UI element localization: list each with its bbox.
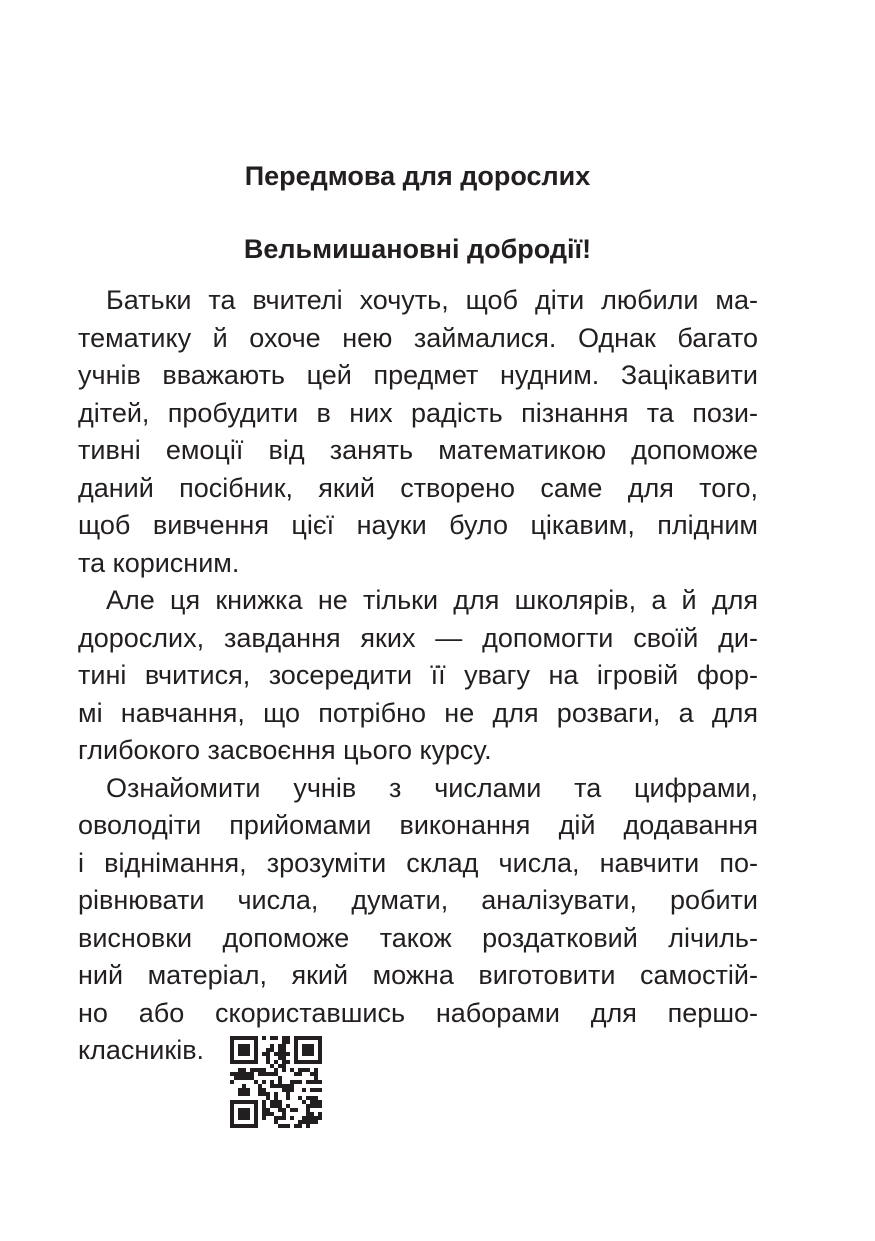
qr-module	[238, 1072, 242, 1076]
qr-module	[318, 1060, 322, 1064]
qr-module	[318, 1100, 322, 1104]
qr-module	[310, 1052, 314, 1056]
qr-module	[230, 1120, 234, 1124]
qr-module	[230, 1112, 234, 1116]
qr-module	[230, 1124, 234, 1128]
qr-module	[254, 1068, 258, 1072]
qr-module	[230, 1044, 234, 1048]
qr-module	[282, 1112, 286, 1116]
qr-module	[242, 1044, 246, 1048]
qr-module	[242, 1072, 246, 1076]
qr-module	[314, 1088, 318, 1092]
qr-module	[254, 1120, 258, 1124]
qr-module	[254, 1036, 258, 1040]
qr-module	[270, 1084, 274, 1088]
qr-module	[242, 1052, 246, 1056]
text-line: оволодіти прийомами виконання дій додавання	[78, 810, 758, 840]
qr-module	[278, 1116, 282, 1120]
qr-module	[242, 1088, 246, 1092]
qr-module	[266, 1056, 270, 1060]
qr-module	[242, 1060, 246, 1064]
qr-module	[302, 1052, 306, 1056]
qr-module	[310, 1088, 314, 1092]
qr-module	[274, 1120, 278, 1124]
qr-module	[298, 1080, 302, 1084]
qr-module	[302, 1060, 306, 1064]
qr-module	[254, 1080, 258, 1084]
qr-module	[318, 1056, 322, 1060]
qr-module	[270, 1100, 274, 1104]
qr-module	[306, 1052, 310, 1056]
qr-module	[310, 1080, 314, 1084]
qr-module	[242, 1112, 246, 1116]
qr-module	[238, 1044, 242, 1048]
qr-module	[294, 1056, 298, 1060]
qr-module	[278, 1124, 282, 1128]
qr-module	[278, 1056, 282, 1060]
qr-module	[230, 1080, 234, 1084]
qr-module	[246, 1112, 250, 1116]
text-line: Ознайомити учнів з числами та цифрами,	[106, 772, 758, 803]
qr-module	[238, 1100, 242, 1104]
qr-module	[306, 1108, 310, 1112]
qr-module	[290, 1084, 294, 1088]
qr-module	[282, 1068, 286, 1072]
qr-module	[290, 1088, 294, 1092]
qr-module	[286, 1092, 290, 1096]
qr-module	[298, 1036, 302, 1040]
qr-module	[274, 1052, 278, 1056]
qr-module	[318, 1104, 322, 1108]
qr-module	[274, 1116, 278, 1120]
qr-module	[242, 1116, 246, 1120]
qr-module	[238, 1076, 242, 1080]
qr-module	[318, 1112, 322, 1116]
qr-module	[234, 1076, 238, 1080]
qr-module	[278, 1052, 282, 1056]
qr-module	[282, 1124, 286, 1128]
qr-module	[306, 1112, 310, 1116]
qr-module	[238, 1052, 242, 1056]
qr-module	[266, 1060, 270, 1064]
text-line: ний матеріал, який можна виготовити самостій-	[78, 960, 758, 990]
qr-module	[318, 1040, 322, 1044]
qr-module	[294, 1108, 298, 1112]
qr-module	[282, 1108, 286, 1112]
qr-module	[294, 1048, 298, 1052]
qr-module	[262, 1116, 266, 1120]
qr-module	[302, 1044, 306, 1048]
qr-module	[242, 1084, 246, 1088]
qr-module	[270, 1112, 274, 1116]
qr-module	[302, 1120, 306, 1124]
qr-module	[234, 1100, 238, 1104]
qr-module	[302, 1048, 306, 1052]
qr-module	[282, 1056, 286, 1060]
qr-module	[318, 1116, 322, 1120]
qr-module	[310, 1120, 314, 1124]
qr-code-graphic	[230, 1036, 322, 1128]
qr-module	[254, 1052, 258, 1056]
qr-module	[230, 1036, 234, 1040]
qr-module	[266, 1112, 270, 1116]
page-heading: Передмова для дорослих	[244, 161, 591, 191]
qr-module	[282, 1060, 286, 1064]
body-text	[78, 282, 758, 1070]
qr-module	[254, 1124, 258, 1128]
qr-module	[274, 1036, 278, 1040]
qr-module	[274, 1072, 278, 1076]
text-line: Але ця книжка не тільки для школярів, а й для	[106, 585, 758, 615]
qr-module	[230, 1056, 234, 1060]
qr-module	[282, 1064, 286, 1068]
qr-module	[298, 1060, 302, 1064]
qr-module	[246, 1124, 250, 1128]
text-line: висновки допоможе також роздатковий лічиль-	[78, 922, 758, 953]
qr-module	[314, 1036, 318, 1040]
qr-module	[282, 1088, 286, 1092]
qr-module	[246, 1100, 250, 1104]
qr-module	[302, 1116, 306, 1120]
qr-module	[306, 1044, 310, 1048]
qr-module	[274, 1092, 278, 1096]
qr-module	[250, 1076, 254, 1080]
qr-module	[314, 1100, 318, 1104]
qr-module	[270, 1104, 274, 1108]
qr-module	[230, 1040, 234, 1044]
qr-module	[318, 1052, 322, 1056]
qr-module	[258, 1092, 262, 1096]
qr-module	[238, 1112, 242, 1116]
qr-module	[262, 1104, 266, 1108]
qr-module	[262, 1092, 266, 1096]
qr-module	[258, 1072, 262, 1076]
qr-module	[262, 1052, 266, 1056]
qr-module	[262, 1088, 266, 1092]
qr-module	[310, 1072, 314, 1076]
qr-module	[246, 1116, 250, 1120]
qr-module	[274, 1100, 278, 1104]
qr-module	[274, 1060, 278, 1064]
qr-module	[238, 1068, 242, 1072]
text-line: тивні емоції від занять математикою допоможе	[78, 435, 758, 465]
qr-module	[254, 1108, 258, 1112]
qr-module	[230, 1072, 234, 1076]
qr-module	[302, 1068, 306, 1072]
qr-module	[294, 1052, 298, 1056]
qr-module	[278, 1076, 282, 1080]
qr-module	[306, 1036, 310, 1040]
qr-module	[310, 1100, 314, 1104]
qr-module	[262, 1108, 266, 1112]
qr-module	[250, 1124, 254, 1128]
qr-module	[262, 1080, 266, 1084]
text-line: тематику й охоче нею займалися. Однак багато	[78, 322, 758, 353]
qr-module	[298, 1120, 302, 1124]
qr-module	[310, 1036, 314, 1040]
qr-module	[306, 1048, 310, 1052]
qr-module	[282, 1036, 286, 1040]
qr-module	[266, 1096, 270, 1100]
qr-module	[270, 1048, 274, 1052]
qr-module	[234, 1060, 238, 1064]
qr-module	[314, 1068, 318, 1072]
qr-module	[290, 1080, 294, 1084]
qr-module	[314, 1076, 318, 1080]
text-line: дорослих, завдання яких — допомогти своїй ди-	[78, 622, 758, 653]
text-line: глибокого засвоєння цього курсу.	[78, 735, 492, 765]
qr-module	[250, 1072, 254, 1076]
qr-module	[246, 1044, 250, 1048]
qr-module	[310, 1060, 314, 1064]
qr-module	[258, 1068, 262, 1072]
qr-module	[254, 1116, 258, 1120]
qr-module	[230, 1104, 234, 1108]
qr-module	[266, 1092, 270, 1096]
text-line: та корисним.	[78, 547, 240, 578]
qr-module	[258, 1088, 262, 1092]
qr-module	[282, 1040, 286, 1044]
qr-module	[262, 1112, 266, 1116]
qr-module	[278, 1084, 282, 1088]
qr-module	[286, 1084, 290, 1088]
qr-module	[318, 1048, 322, 1052]
qr-module	[266, 1108, 270, 1112]
qr-module	[314, 1120, 318, 1124]
qr-module	[246, 1072, 250, 1076]
qr-module	[234, 1036, 238, 1040]
qr-module	[274, 1068, 278, 1072]
qr-module	[230, 1100, 234, 1104]
qr-module	[282, 1052, 286, 1056]
qr-module	[286, 1104, 290, 1108]
qr-module	[238, 1088, 242, 1092]
qr-module	[234, 1072, 238, 1076]
qr-module	[266, 1052, 270, 1056]
qr-module	[286, 1060, 290, 1064]
qr-module	[246, 1052, 250, 1056]
text-line: но або скориставшись наборами для першо-	[78, 997, 758, 1028]
qr-module	[250, 1068, 254, 1072]
text-line: учнів вважають цей предмет нудним. Зацікавити	[78, 360, 758, 390]
qr-module	[270, 1080, 274, 1084]
qr-module	[242, 1036, 246, 1040]
qr-module	[238, 1108, 242, 1112]
qr-module	[270, 1044, 274, 1048]
qr-module	[290, 1116, 294, 1120]
qr-module	[274, 1096, 278, 1100]
qr-module	[238, 1092, 242, 1096]
qr-module	[274, 1104, 278, 1108]
qr-module	[278, 1104, 282, 1108]
qr-module	[258, 1084, 262, 1088]
qr-module	[294, 1072, 298, 1076]
qr-module	[310, 1096, 314, 1100]
qr-module	[238, 1124, 242, 1128]
text-line: мі навчання, що потрібно не для розваги, а для	[78, 697, 758, 728]
qr-module	[314, 1096, 318, 1100]
qr-module	[310, 1104, 314, 1108]
qr-module	[286, 1088, 290, 1092]
qr-module	[278, 1080, 282, 1084]
qr-module	[282, 1084, 286, 1088]
qr-module	[302, 1036, 306, 1040]
qr-module	[262, 1068, 266, 1072]
qr-module	[270, 1036, 274, 1040]
qr-module	[254, 1060, 258, 1064]
qr-module	[306, 1116, 310, 1120]
qr-module	[310, 1116, 314, 1120]
qr-module	[302, 1100, 306, 1104]
qr-module	[242, 1068, 246, 1072]
text-line: даний посібник, який створено саме для того,	[78, 472, 758, 503]
qr-module	[238, 1036, 242, 1040]
text-line: Батьки та вчителі хочуть, щоб діти любили ма-	[106, 285, 758, 315]
qr-module	[306, 1060, 310, 1064]
qr-module	[282, 1048, 286, 1052]
qr-module	[286, 1040, 290, 1044]
qr-module	[286, 1036, 290, 1040]
qr-module	[266, 1048, 270, 1052]
qr-module	[238, 1060, 242, 1064]
qr-module	[318, 1088, 322, 1092]
qr-module	[250, 1100, 254, 1104]
qr-module	[250, 1036, 254, 1040]
qr-module	[314, 1060, 318, 1064]
qr-module	[230, 1048, 234, 1052]
qr-module	[254, 1056, 258, 1060]
qr-module	[246, 1076, 250, 1080]
qr-module	[286, 1052, 290, 1056]
qr-module	[294, 1040, 298, 1044]
qr-module	[254, 1112, 258, 1116]
qr-module	[302, 1088, 306, 1092]
qr-module	[314, 1080, 318, 1084]
qr-module	[274, 1084, 278, 1088]
qr-module	[298, 1124, 302, 1128]
qr-module	[310, 1048, 314, 1052]
qr-module	[246, 1048, 250, 1052]
qr-module	[246, 1060, 250, 1064]
qr-module	[242, 1108, 246, 1112]
text-line: дітей, пробудити в них радість пізнання та пози-	[78, 397, 758, 428]
qr-module	[254, 1040, 258, 1044]
qr-module	[278, 1044, 282, 1048]
qr-module	[294, 1044, 298, 1048]
qr-module	[314, 1104, 318, 1108]
text-line: і віднімання, зрозуміти склад числа, навчити по-	[78, 847, 758, 878]
qr-module	[310, 1112, 314, 1116]
text-line: рівнювати числа, думати, аналізувати, робити	[78, 885, 758, 915]
qr-module	[242, 1124, 246, 1128]
qr-module	[254, 1044, 258, 1048]
qr-module	[298, 1072, 302, 1076]
qr-module	[306, 1096, 310, 1100]
qr-module	[306, 1104, 310, 1108]
qr-module	[254, 1104, 258, 1108]
qr-module	[238, 1048, 242, 1052]
qr-module	[230, 1052, 234, 1056]
qr-module	[290, 1068, 294, 1072]
qr-module	[254, 1048, 258, 1052]
qr-module	[278, 1100, 282, 1104]
qr-module	[238, 1116, 242, 1120]
qr-module	[242, 1100, 246, 1104]
qr-module	[262, 1100, 266, 1104]
qr-module	[234, 1124, 238, 1128]
qr-module	[282, 1116, 286, 1120]
qr-module	[298, 1068, 302, 1072]
qr-module	[306, 1124, 310, 1128]
qr-module	[230, 1108, 234, 1112]
qr-module	[278, 1064, 282, 1068]
qr-module	[246, 1088, 250, 1092]
qr-module	[246, 1092, 250, 1096]
text-line: класників.	[78, 1035, 205, 1065]
qr-module	[290, 1108, 294, 1112]
qr-code-icon[interactable]	[230, 1036, 322, 1128]
qr-module	[230, 1116, 234, 1120]
qr-module	[306, 1120, 310, 1124]
qr-module	[270, 1064, 274, 1068]
qr-module	[250, 1060, 254, 1064]
qr-module	[242, 1092, 246, 1096]
text-line: тині вчитися, зосередити її увагу на ігровій фор-	[78, 660, 758, 690]
salutation: Вельмишановні добродії!	[243, 234, 592, 264]
qr-module	[294, 1080, 298, 1084]
qr-module	[318, 1044, 322, 1048]
qr-module	[314, 1116, 318, 1120]
qr-module	[270, 1072, 274, 1076]
qr-module	[262, 1072, 266, 1076]
qr-module	[262, 1036, 266, 1040]
qr-module	[246, 1036, 250, 1040]
qr-module	[242, 1076, 246, 1080]
qr-module	[246, 1108, 250, 1112]
qr-module	[298, 1096, 302, 1100]
qr-module	[242, 1048, 246, 1052]
qr-module	[306, 1068, 310, 1072]
qr-module	[230, 1060, 234, 1064]
text-line: щоб вивчення цієї науки було цікавим, плідним	[78, 510, 758, 540]
qr-module	[294, 1060, 298, 1064]
qr-module	[314, 1072, 318, 1076]
qr-module	[294, 1036, 298, 1040]
qr-module	[278, 1108, 282, 1112]
qr-module	[294, 1124, 298, 1128]
qr-module	[286, 1124, 290, 1128]
qr-module	[266, 1072, 270, 1076]
qr-module	[254, 1100, 258, 1104]
qr-module	[306, 1080, 310, 1084]
qr-module	[318, 1080, 322, 1084]
qr-module	[278, 1048, 282, 1052]
qr-module	[310, 1044, 314, 1048]
qr-module	[282, 1044, 286, 1048]
qr-module	[318, 1036, 322, 1040]
qr-module	[286, 1096, 290, 1100]
